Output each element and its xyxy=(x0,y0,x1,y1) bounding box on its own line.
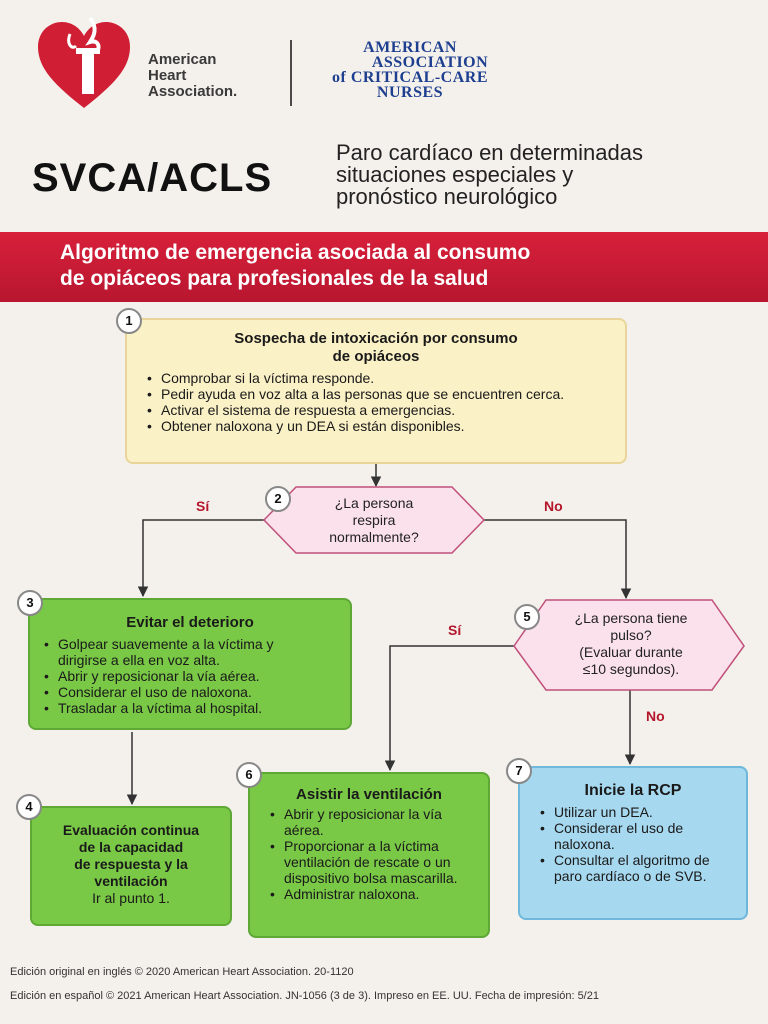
step-7-list xyxy=(540,804,726,884)
step-1-box xyxy=(125,318,627,464)
step-7-box xyxy=(518,766,748,920)
aha-line2: Heart xyxy=(148,67,187,84)
label-yes-step-5: Sí xyxy=(448,622,462,638)
subtitle-line1: Paro cardíaco en determinadas xyxy=(336,140,643,165)
step-1-title-line2: de opiáceos xyxy=(332,348,420,365)
step-6-list xyxy=(270,806,470,902)
step-3-title: Evitar el deterioro xyxy=(126,614,254,631)
step-3-number: 3 xyxy=(17,590,43,616)
step-7-item: • Consultar el algoritmo de paro cardíaco o de SVB. xyxy=(540,852,726,884)
step-4-line2: de la capacidad xyxy=(78,839,184,855)
footer-original-edition: Edición original en inglés © 2020 American Heart Association. 20-1120 xyxy=(10,966,354,978)
step-7-title: Inicie la RCP xyxy=(584,782,682,799)
step-5-line1: ¿La persona tiene xyxy=(574,610,688,626)
aacn-line3: of CRITICAL-CARE xyxy=(331,69,488,86)
step-6-item: • Abrir y reposicionar la vía aérea. xyxy=(270,806,470,838)
step-1-item: • Pedir ayuda en voz alta a las personas que se encuentren cerca. xyxy=(147,386,567,402)
aha-line1: American xyxy=(148,51,217,68)
step-6-item: • Administrar naloxona. xyxy=(270,886,470,902)
step-6-box xyxy=(248,772,490,938)
arrow-5-yes-to-6 xyxy=(390,646,514,770)
step-4-text xyxy=(32,822,230,907)
step-4-line1: Evaluación continua xyxy=(62,822,200,838)
step-5-line4: ≤10 segundos). xyxy=(582,661,680,677)
step-5-line2: pulso? xyxy=(610,627,652,643)
step-5-number: 5 xyxy=(514,604,540,630)
banner-line2: de opiáceos para profesionales de la salud xyxy=(60,267,489,290)
step-4-number: 4 xyxy=(16,794,42,820)
step-6-number: 6 xyxy=(236,762,262,788)
step-6-title: Asistir la ventilación xyxy=(296,786,442,803)
banner-line1: Algoritmo de emergencia asociada al consumo xyxy=(60,241,531,264)
step-4-line4: ventilación xyxy=(94,873,168,889)
step-3-list xyxy=(44,636,324,716)
label-no-step-2: No xyxy=(544,498,563,514)
step-1-title-line1: Sospecha de intoxicación por consumo xyxy=(234,330,518,347)
subtitle-line3: pronóstico neurológico xyxy=(336,184,558,209)
step-4-box xyxy=(30,806,232,926)
step-4-line5: Ir al punto 1. xyxy=(92,890,170,906)
step-3-item: • Trasladar a la víctima al hospital. xyxy=(44,700,324,716)
arrow-2-no-to-5 xyxy=(484,520,626,598)
aha-line3: Association. xyxy=(148,83,238,100)
step-3-box xyxy=(28,598,352,730)
page-title: SVCA/ACLS xyxy=(32,156,273,200)
step-3-item: • Considerar el uso de naloxona. xyxy=(44,684,324,700)
step-2-question xyxy=(300,495,448,546)
step-5-line3: (Evaluar durante xyxy=(579,644,683,660)
step-7-number: 7 xyxy=(506,758,532,784)
subtitle-line2: situaciones especiales y xyxy=(336,162,574,187)
step-1-title xyxy=(127,330,625,366)
arrow-2-yes-to-3 xyxy=(143,520,264,596)
step-1-list xyxy=(147,370,567,434)
step-3-item: • Abrir y reposicionar la vía aérea. xyxy=(44,668,324,684)
step-2-line3: normalmente? xyxy=(329,529,419,545)
step-2-line2: respira xyxy=(352,512,396,528)
step-2-line1: ¿La persona xyxy=(334,495,414,511)
footer-spanish-edition: Edición en español © 2021 American Heart Association. JN-1056 (3 de 3). Impreso en EE. UU. Fecha de impresión: 5/21 xyxy=(10,990,599,1002)
aacn-line1: AMERICAN xyxy=(363,39,457,56)
step-5-question xyxy=(548,610,714,678)
step-3-item: • Golpear suavemente a la víctima y dirigirse a ella en voz alta. xyxy=(44,636,324,668)
step-2-number: 2 xyxy=(265,486,291,512)
step-6-item: • Proporcionar a la víctima ventilación de rescate o un dispositivo bolsa mascarilla. xyxy=(270,838,470,886)
step-1-item: • Activar el sistema de respuesta a emergencias. xyxy=(147,402,567,418)
step-1-item: • Obtener naloxona y un DEA si están disponibles. xyxy=(147,418,567,434)
step-1-number: 1 xyxy=(116,308,142,334)
step-4-line3: de respuesta y la xyxy=(74,856,188,872)
step-7-item: • Utilizar un DEA. xyxy=(540,804,726,820)
aacn-line2: ASSOCIATION xyxy=(371,54,489,71)
step-1-item: • Comprobar si la víctima responde. xyxy=(147,370,567,386)
label-yes-step-2: Sí xyxy=(196,498,210,514)
step-7-item: • Considerar el uso de naloxona. xyxy=(540,820,726,852)
aacn-line4: NURSES xyxy=(376,84,444,101)
label-no-step-5: No xyxy=(646,708,665,724)
